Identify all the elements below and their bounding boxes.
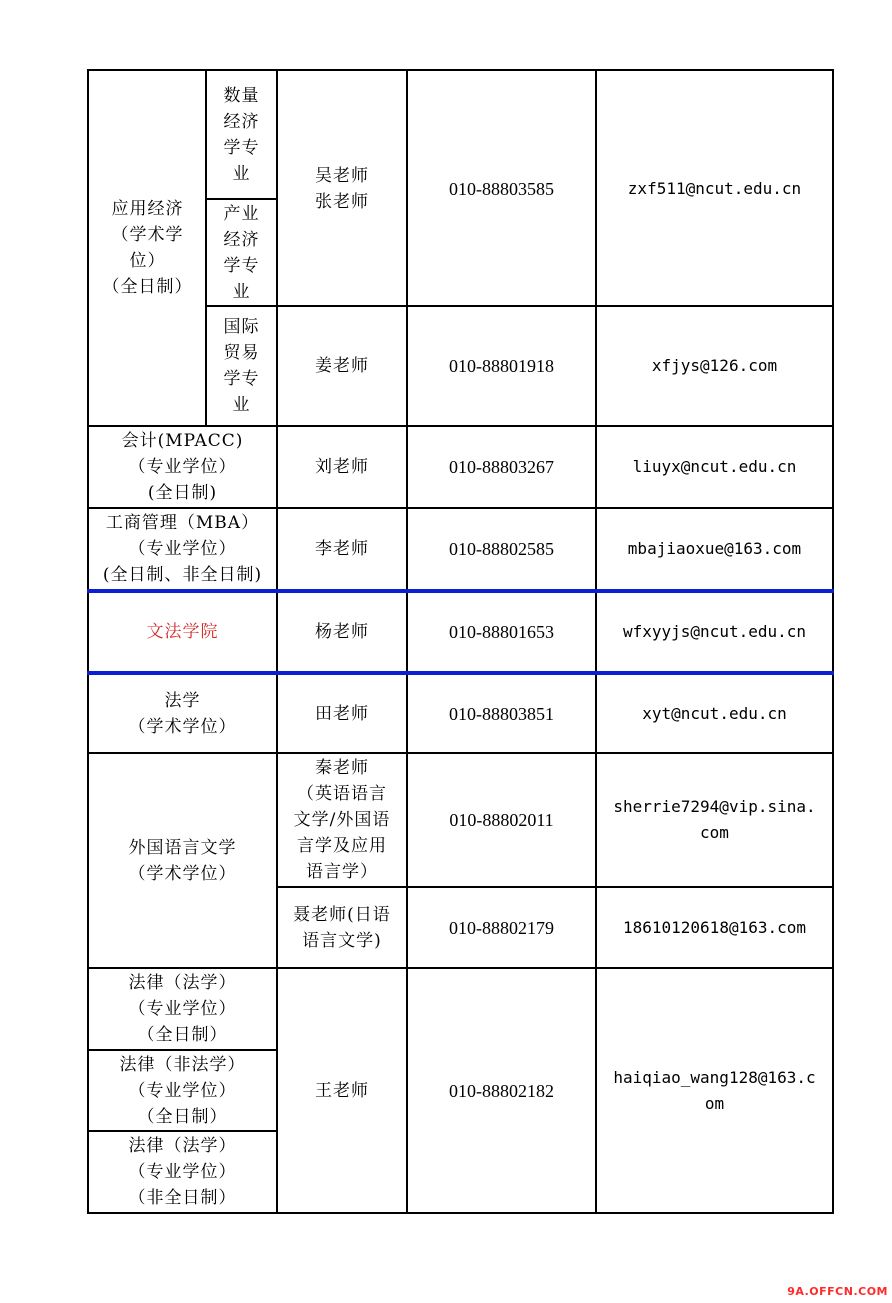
grid-line — [87, 967, 834, 969]
program-cell: 外国语言文学 （学术学位） — [128, 837, 237, 884]
grid-line — [832, 70, 834, 1214]
phone-cell: 010-88802585 — [449, 539, 554, 559]
teacher-cell: 王老师 — [315, 1080, 369, 1101]
grid-line — [87, 1130, 278, 1132]
phone-cell: 010-88801653 — [449, 622, 554, 642]
grid-line — [276, 886, 834, 888]
grid-line — [87, 752, 834, 754]
program-cell: 应用经济 （学术学 位） （全日制） — [102, 199, 193, 297]
school-name-cell: 文法学院 — [146, 622, 219, 642]
sub-program-cell: 数量 经济 学专 业 — [223, 86, 260, 184]
section-divider — [87, 589, 834, 593]
program-cell: 法律（法学） （专业学位） （非全日制） — [128, 1136, 237, 1208]
grid-line — [595, 70, 597, 1214]
grid-line — [276, 70, 278, 1214]
program-cell: 法律（非法学） （专业学位） （全日制） — [119, 1054, 246, 1127]
teacher-cell: 刘老师 — [315, 457, 369, 477]
grid-line — [87, 1212, 834, 1214]
email-cell: wfxyyjs@ncut.edu.cn — [622, 622, 807, 641]
program-cell: 会计(MPACC) （专业学位） (全日制) — [121, 431, 244, 503]
program-cell: 法律（法学） （专业学位） （全日制） — [128, 973, 237, 1045]
phone-cell: 010-88802011 — [449, 810, 554, 830]
phone-cell: 010-88803585 — [449, 178, 554, 199]
phone-cell: 010-88803267 — [449, 457, 554, 477]
grid-line — [87, 507, 834, 509]
phone-cell: 010-88802182 — [449, 1080, 554, 1101]
grid-line — [87, 425, 834, 427]
grid-line — [87, 69, 834, 71]
sub-program-cell: 产业 经济 学专 业 — [223, 204, 260, 302]
teacher-cell: 吴老师 张老师 — [315, 165, 369, 212]
email-cell: zxf511@ncut.edu.cn — [627, 178, 802, 198]
phone-cell: 010-88802179 — [449, 917, 554, 938]
teacher-cell: 姜老师 — [315, 356, 369, 376]
grid-line — [205, 198, 278, 200]
teacher-cell: 李老师 — [315, 539, 369, 559]
teacher-cell: 聂老师(日语 语言文学) — [293, 904, 391, 951]
email-cell: liuyx@ncut.edu.cn — [632, 457, 797, 476]
teacher-cell: 杨老师 — [315, 622, 369, 642]
phone-cell: 010-88801918 — [449, 356, 554, 376]
email-cell: xfjys@126.com — [651, 356, 778, 375]
watermark: 9A.OFFCN.COM — [787, 1285, 888, 1298]
grid-line — [205, 70, 207, 427]
phone-cell: 010-88803851 — [449, 703, 554, 724]
teacher-cell: 秦老师 （英语语言 文学/外国语 言学及应用 语言学） — [293, 758, 391, 882]
sub-program-cell: 国际 贸易 学专 业 — [223, 317, 260, 415]
program-cell: 法学 （学术学位） — [128, 690, 237, 737]
teacher-cell: 田老师 — [315, 703, 369, 724]
grid-line — [87, 1049, 278, 1051]
grid-line — [87, 70, 89, 1214]
email-cell: 18610120618@163.com — [622, 917, 807, 937]
email-cell: sherrie7294@vip.sina. com — [613, 797, 816, 842]
grid-line — [406, 70, 408, 1214]
grid-line — [205, 305, 834, 307]
program-cell: 工商管理（MBA） （专业学位） (全日制、非全日制) — [102, 513, 263, 585]
email-cell: xyt@ncut.edu.cn — [642, 703, 787, 723]
email-cell: haiqiao_wang128@163.c om — [613, 1067, 816, 1113]
section-divider — [87, 671, 834, 675]
email-cell: mbajiaoxue@163.com — [627, 539, 802, 558]
